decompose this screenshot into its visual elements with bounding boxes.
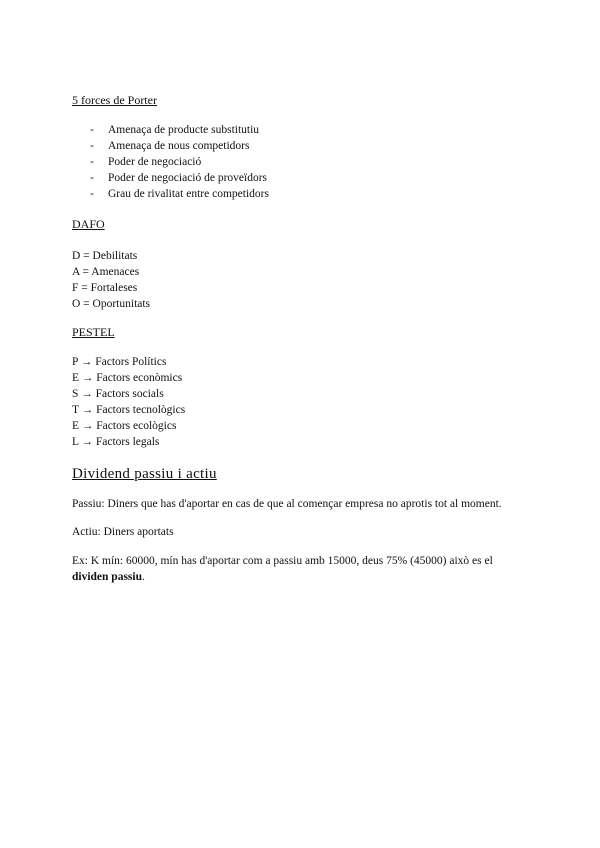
example-end: . <box>142 571 145 583</box>
dafo-heading: DAFO <box>72 217 105 231</box>
dafo-line: F = Fortaleses <box>72 282 138 294</box>
pestel-heading: PESTEL <box>72 325 115 339</box>
porter-heading: 5 forces de Porter <box>72 93 157 107</box>
bullet-dash: - <box>90 172 94 184</box>
example-bold-term: dividen passiu <box>72 571 142 583</box>
dividend-heading: Dividend passiu i actiu <box>72 466 217 482</box>
pestel-line: E → Factors ecològics <box>72 420 177 432</box>
list-item: - Poder de negociació <box>90 156 202 168</box>
pestel-line: T → Factors tecnològics <box>72 404 186 416</box>
bullet-dash: - <box>90 124 94 136</box>
bullet-dash: - <box>90 188 94 200</box>
pestel-line: L → Factors legals <box>72 436 160 448</box>
list-item: - Amenaça de producte substitutiu <box>90 124 260 136</box>
actiu-paragraph: Actiu: Diners aportats <box>72 526 174 538</box>
list-item: - Grau de rivalitat entre competidors <box>90 188 269 200</box>
dafo-line: D = Debilitats <box>72 250 138 262</box>
passiu-paragraph: Passiu: Diners que has d'aportar en cas de que al començar empresa no aprotis tot al moment. <box>72 498 502 510</box>
bullet-dash: - <box>90 156 94 168</box>
porter-list <box>72 122 542 202</box>
example-text: Ex: K mín: 60000, mín has d'aportar com a passiu amb 15000, deus 75% (45000) això es el <box>72 555 493 567</box>
dafo-line: A = Amenaces <box>72 266 140 278</box>
pestel-line: E → Factors econòmics <box>72 372 183 384</box>
pestel-line: P → Factors Polítics <box>72 356 167 368</box>
bullet-dash: - <box>90 140 94 152</box>
example-paragraph <box>72 553 542 585</box>
pestel-line: S → Factors socials <box>72 388 164 400</box>
dafo-line: O = Oportunitats <box>72 298 151 310</box>
list-item: - Poder de negociació de proveïdors <box>90 172 268 184</box>
document-page <box>72 92 542 585</box>
list-item: - Amenaça de nous competidors <box>90 140 250 152</box>
